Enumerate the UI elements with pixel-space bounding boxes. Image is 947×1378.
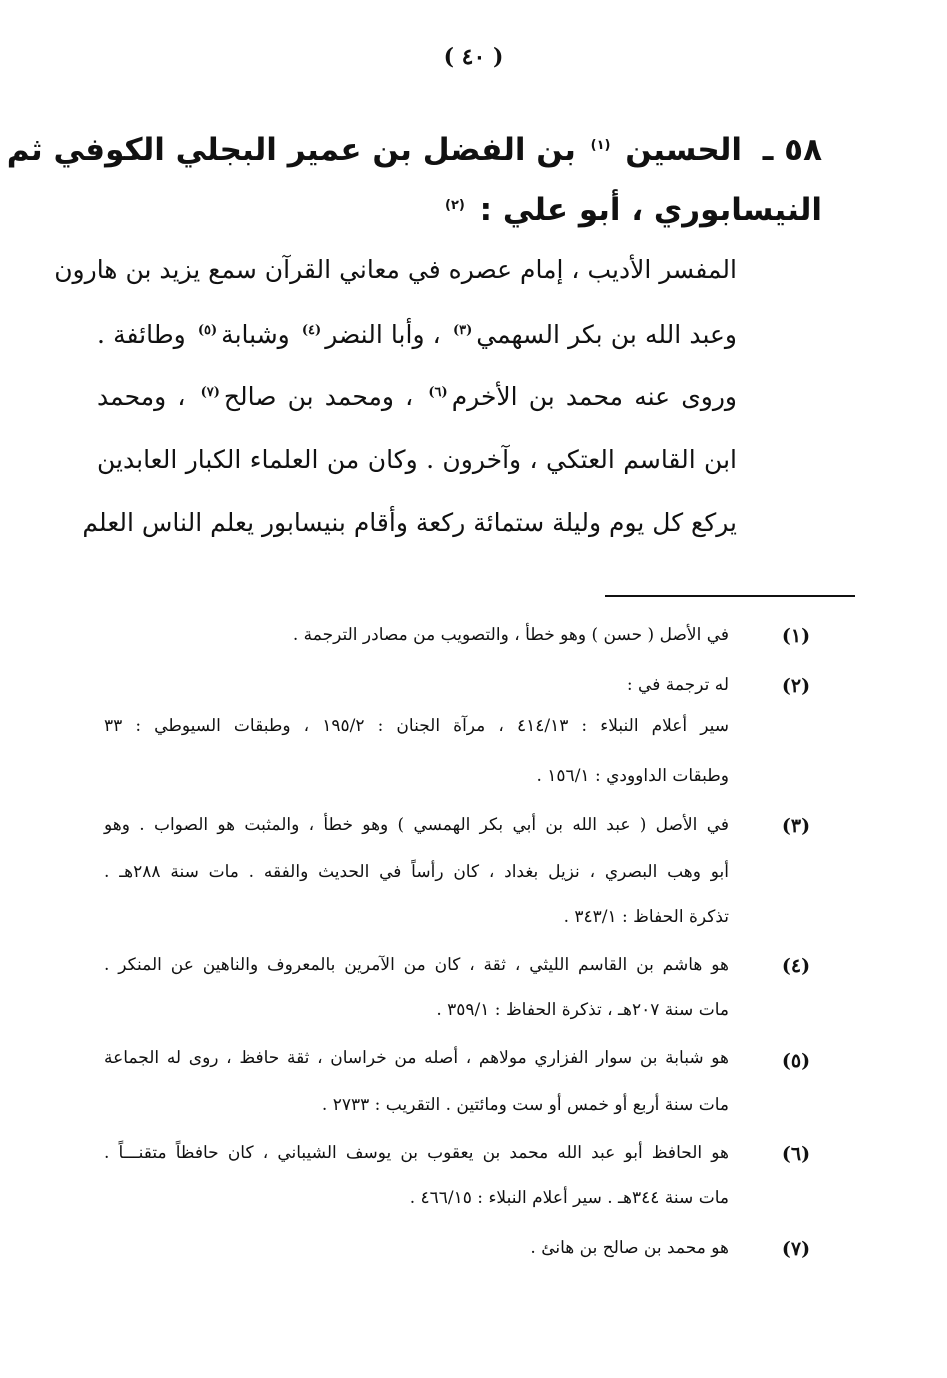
- page-number: ( ٤٠ ): [443, 44, 504, 70]
- footnote-6-line-1: هو الحافظ أبو عبد الله محمد بن يعقوب بن يوسف الشيباني ، كان حافظاً متقنـــاً .: [104, 1143, 729, 1163]
- footnote-number-5: (٥): [781, 1050, 811, 1072]
- footnote-3-line-3: تذكرة الحفاظ : ٣٤٣/١ .: [563, 907, 729, 927]
- footnote-ref-3[interactable]: (٣): [452, 322, 473, 338]
- title-nisba: النيسابوري ، أبو علي :: [479, 192, 822, 228]
- entry-title-line-2: [102, 192, 822, 228]
- entry-number: ٥٨ ـ: [762, 132, 822, 168]
- footnote-number-3: (٣): [781, 815, 811, 837]
- footnote-ref-5[interactable]: (٥): [197, 322, 218, 338]
- footnote-5-line-2: مات سنة أربع أو خمس أو ست ومائتين . التقريب : ٢٧٣٣ .: [321, 1095, 729, 1115]
- footnote-number-2: (٢): [781, 675, 811, 697]
- title-name: الحسين: [625, 132, 742, 168]
- entry-title-line-1: [6, 132, 822, 168]
- footnote-ref-4[interactable]: (٤): [301, 322, 322, 338]
- body-line-5: يركع كل يوم وليلة ستمائة ركعة وأقام بنيسابور يعلم الناس العلم: [82, 508, 737, 537]
- footnote-ref-7[interactable]: (٧): [200, 384, 220, 400]
- title-lineage: بن الفضل بن عمير البجلي الكوفي ثم: [6, 132, 576, 168]
- body-text: ، ومحمد بن صالح: [223, 382, 414, 411]
- footnote-6-line-2: مات سنة ٣٤٤هـ . سير أعلام النبلاء : ٤٦٦/١٥ .: [409, 1188, 729, 1208]
- footnote-number-6: (٦): [781, 1143, 811, 1165]
- body-line-1: المفسر الأديب ، إمام عصره في معاني القرآن سمع يزيد بن هارون: [54, 255, 737, 284]
- footnote-ref-6[interactable]: (٦): [428, 384, 448, 400]
- body-text: وطائفة .: [97, 320, 186, 349]
- body-text: وروى عنه محمد بن الأخرم: [451, 382, 738, 411]
- footnote-4-line-1: هو هاشم بن القاسم الليثي ، ثقة ، كان من الآمرين بالمعروف والناهين عن المنكر .: [104, 955, 729, 975]
- body-text: وشبابة: [221, 320, 290, 349]
- footnote-4-line-2: مات سنة ٢٠٧هـ ، تذكرة الحفاظ : ٣٥٩/١ .: [436, 1000, 729, 1020]
- footnote-7-line-1: هو محمد بن صالح بن هانئ .: [530, 1238, 729, 1258]
- footnote-ref-1[interactable]: (١): [590, 137, 611, 153]
- body-line-2: [97, 320, 737, 349]
- body-text: وعبد الله بن بكر السهمي: [476, 320, 738, 349]
- footnote-3-line-1: في الأصل ( عبد الله بن أبي بكر الهمسي ) وهو خطأ ، والمثبت هو الصواب . وهو: [104, 815, 729, 835]
- footnote-number-4: (٤): [781, 955, 811, 977]
- body-line-3: [97, 382, 737, 411]
- footnote-number-7: (٧): [781, 1238, 811, 1260]
- footnote-5-line-1: هو شبابة بن سوار الفزاري مولاهم ، أصله من خراسان ، ثقة حافظ ، روى له الجماعة: [104, 1048, 729, 1068]
- body-text: ، ومحمد: [97, 382, 186, 411]
- body-text: ، وأبا النضر: [325, 320, 441, 349]
- footnote-separator: [605, 595, 855, 597]
- footnote-number-1: (١): [781, 625, 811, 647]
- footnote-2-line-2: سير أعلام النبلاء : ٤١٤/١٣ ، مرآة الجنان : ١٩٥/٢ ، وطبقات السيوطي : ٣٣: [104, 716, 729, 736]
- footnote-3-line-2: أبو وهب البصري ، نزيل بغداد ، كان رأساً في الحديث والفقه . مات سنة ٢٨٨هـ .: [104, 862, 729, 882]
- footnote-ref-2[interactable]: (٢): [445, 197, 465, 213]
- footnote-2-line-1: له ترجمة في :: [626, 675, 729, 695]
- body-line-4: ابن القاسم العتكي ، وآخرون . وكان من العلماء الكبار العابدين: [97, 445, 737, 474]
- footnote-2-line-3: وطبقات الداوودي : ١٥٦/١ .: [536, 766, 729, 786]
- footnote-1-line-1: في الأصل ( حسن ) وهو خطأ ، والتصويب من مصادر الترجمة .: [292, 625, 729, 645]
